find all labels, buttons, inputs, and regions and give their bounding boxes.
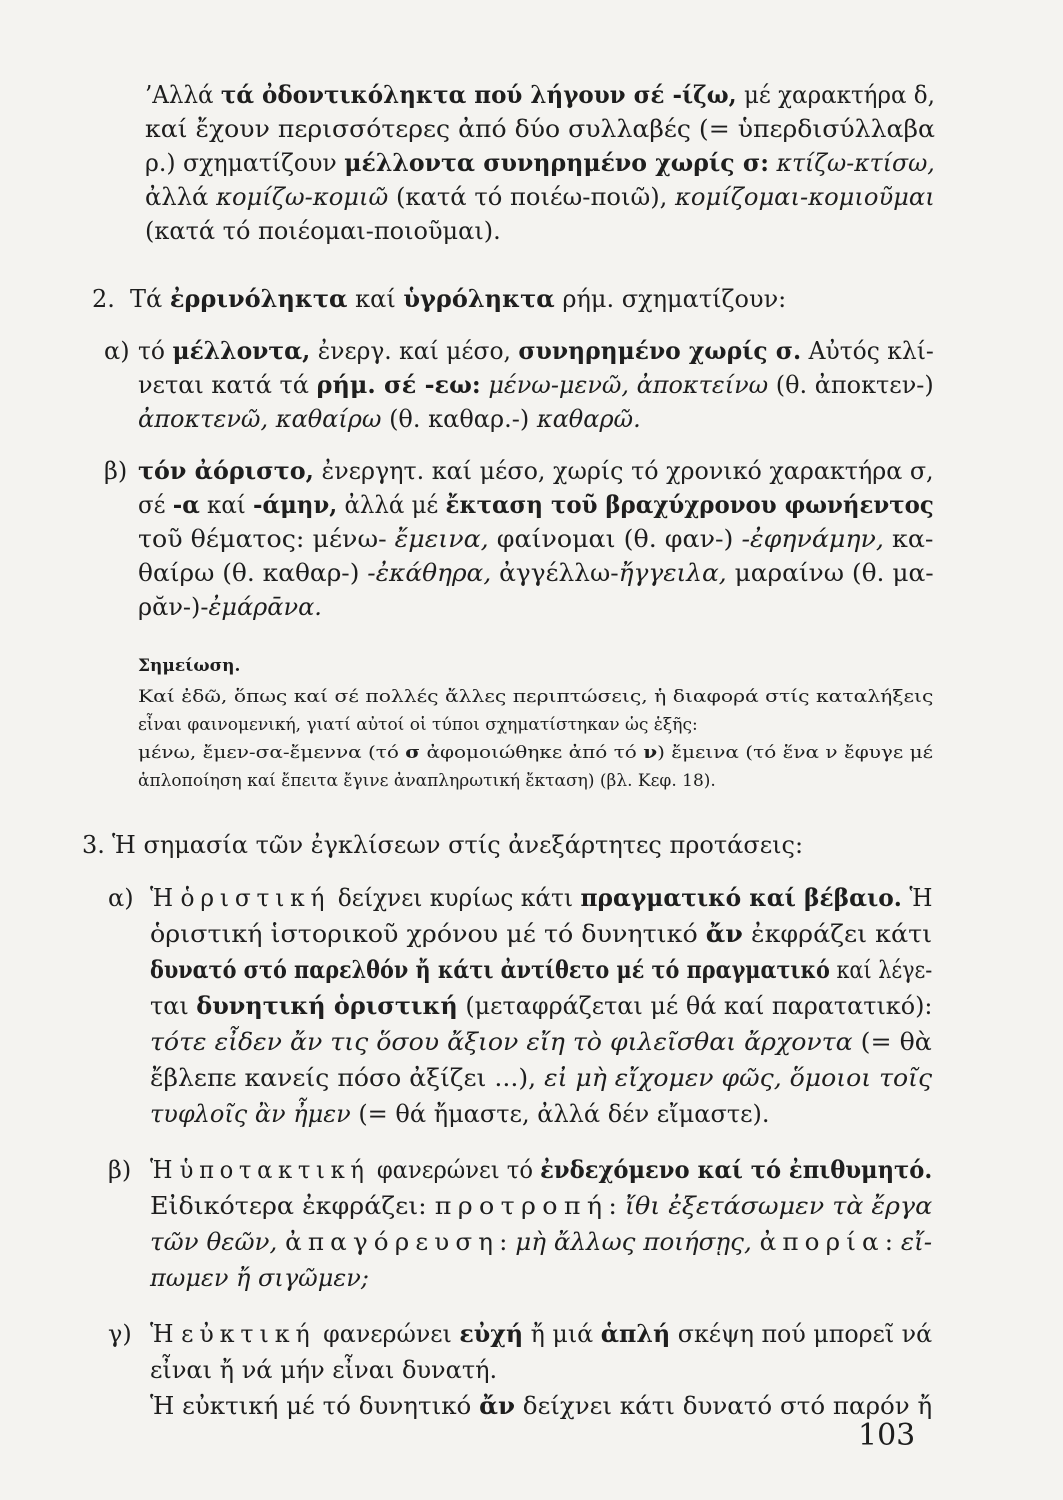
item-3b-label: β) bbox=[108, 1156, 132, 1184]
item-3a-line-2: ὁριστική ἱστορικοῦ χρόνου μέ τό δυνητικό ἄν ἐκφράζει κάτι bbox=[150, 919, 933, 948]
bold-term: δυνατό στό παρελθόν ἤ κάτι ἀντίθετο μέ τό πραγματικό bbox=[150, 955, 830, 984]
item-3a-line-5: τότε εἶδεν ἄν τις ὅσου ἄξιον εἴη τὸ φιλεῖσθαι ἄρχοντα (= θὰ bbox=[150, 1028, 932, 1056]
page-number: 103 bbox=[858, 1418, 916, 1453]
bold-term: συνηρημένο χωρίς σ. bbox=[518, 336, 802, 365]
note-line-2: εἶναι φαινομενική, γιατί αὐτοί οἱ τύποι σχηματίστηκαν ὡς ἑξῆς: bbox=[138, 715, 698, 735]
italic-example: -ἐφηνάμην, bbox=[741, 525, 884, 553]
item-3b-line-1: Ἡ ὑποτακτική φανερώνει τό ἐνδεχόμενο καί τό ἐπιθυμητό. bbox=[150, 1155, 933, 1184]
para1-line-1: ’Αλλά τά ὀδοντικόληκτα πού λήγουν σέ -ίζω, μέ χαρακτήρα δ, bbox=[145, 80, 935, 109]
bold-term: μέλλοντα, bbox=[172, 336, 311, 365]
item-3b-line-4 bbox=[150, 1263, 369, 1293]
bold-term: ἄν bbox=[705, 919, 743, 948]
spaced-term: ἀπορία bbox=[759, 1228, 885, 1256]
italic-example: πωμεν ἤ σιγῶμεν; bbox=[150, 1264, 369, 1292]
item-3c-line-1: Ἡ εὐκτική φανερώνει εὐχή ἤ μιά ἁπλή σκέψη πού μπορεῖ νά bbox=[150, 1319, 933, 1348]
bold-term: ὑγρόληκτα bbox=[403, 284, 555, 313]
italic-example: κομίζομαι-κομιοῦμαι bbox=[675, 183, 935, 211]
italic-example: εἰ μὴ εἴχομεν φῶς, ὅμοιοι τοῖς bbox=[544, 1064, 933, 1092]
item-3c-label: γ) bbox=[108, 1320, 132, 1348]
section-2-heading: Τά ἐρρινόληκτα καί ὑγρόληκτα ρήμ. σχηματίζουν: bbox=[130, 284, 787, 313]
section-3-heading: Ἡ σημασία τῶν ἐγκλίσεων στίς ἀνεξάρτητες προτάσεις: bbox=[112, 831, 804, 859]
bold-term: ἔκταση τοῦ βραχύχρονου φωνήεντος bbox=[445, 490, 934, 519]
note-line-1: Καί ἐδῶ, ὅπως καί σέ πολλές ἄλλες περιπτώσεις, ἡ διαφορά στίς καταλήξεις bbox=[138, 687, 934, 707]
bold-term: -άμην, bbox=[252, 490, 338, 519]
bold-letter: σ bbox=[405, 743, 421, 763]
note-line-4: ἁπλοποίηση καί ἔπειτα ἔγινε ἀναπληρωτική ἔκταση) (βλ. Κεφ. 18). bbox=[138, 771, 716, 791]
item-2b-line-5: ρᾰν-)-ἐμάρᾱνα. bbox=[138, 593, 322, 621]
bold-term: τόν ἀόριστο, bbox=[138, 456, 314, 485]
italic-example: κομίζω-κομιῶ bbox=[216, 183, 389, 211]
item-3c-line-2: εἶναι ἤ νά μήν εἶναι δυνατή. bbox=[150, 1356, 498, 1384]
item-3a-label: α) bbox=[108, 884, 134, 912]
italic-example: ἔμεινα, bbox=[394, 525, 489, 553]
item-3a-line-7: τυφλοῖς ἂν ἦμεν (= θά ἤμαστε, ἀλλά δέν εἴμαστε). bbox=[150, 1100, 770, 1128]
italic-example: -ἐκάθηρα, bbox=[367, 559, 492, 587]
item-2b-line-2: σέ -α καί -άμην, ἀλλά μέ ἔκταση τοῦ βραχύχρονου φωνήεντος bbox=[138, 490, 934, 519]
para1-line-5: (κατά τό ποιέομαι-ποιοῦμαι). bbox=[145, 217, 501, 245]
item-3c-line-3: Ἡ εὐκτική μέ τό δυνητικό ἄν δείχνει κάτι δυνατό στό παρόν ἤ bbox=[150, 1391, 933, 1420]
bold-term: πραγματικό καί βέβαιο. bbox=[580, 883, 902, 912]
item-3b-line-3: τῶν θεῶν, ἀπαγόρευση: μὴ ἄλλως ποιήσῃς, ἀπορία: εἴ- bbox=[150, 1228, 933, 1256]
item-2a-line-2: νεται κατά τά ρήμ. σέ -εω: μένω-μενῶ, ἀποκτείνω (θ. ἀποκτεν-) bbox=[138, 370, 934, 399]
bold-term: ἐρρινόληκτα bbox=[169, 284, 348, 313]
item-2a-label: α) bbox=[104, 337, 130, 365]
item-2b-line-1: τόν ἀόριστο, ἐνεργητ. καί μέσο, χωρίς τό χρονικό χαρακτήρα σ, bbox=[138, 456, 934, 485]
italic-example: μὴ ἄλλως ποιήσῃς, bbox=[515, 1228, 752, 1256]
item-3a-line-4: ται δυνητική ὁριστική (μεταφράζεται μέ θά καί παρατατικό): bbox=[150, 991, 933, 1020]
item-2b-label: β) bbox=[104, 457, 128, 485]
italic-example: τῶν θεῶν, bbox=[150, 1228, 278, 1256]
section-2-number: 2. bbox=[92, 285, 115, 313]
italic-example: ἀποκτενῶ, καθαίρω bbox=[138, 405, 382, 433]
bold-term: ἐνδεχόμενο καί τό ἐπιθυμητό. bbox=[540, 1155, 933, 1184]
item-2a-line-1: τό μέλλοντα, ἐνεργ. καί μέσο, συνηρημένο χωρίς σ. Αὐτός κλί- bbox=[138, 336, 934, 365]
item-2a-line-3: ἀποκτενῶ, καθαίρω (θ. καθαρ.-) καθαρῶ. bbox=[138, 405, 641, 433]
bold-term: δυνητική ὁριστική bbox=[196, 991, 458, 1020]
bold-term: ρήμ. σέ -εω: bbox=[316, 370, 481, 399]
italic-example: ἴθι ἐξετάσωμεν τὰ ἔργα bbox=[625, 1192, 933, 1220]
spaced-term: ὑποτακτική bbox=[179, 1156, 370, 1184]
note-line-3: μένω, ἔμεν-σα-ἔμεννα (τό σ ἀφομοιώθηκε ἀπό τό ν) ἔμεινα (τό ἕνα ν ἔφυγε μέ bbox=[138, 743, 933, 763]
para1-line-4: ἀλλά κομίζω-κομιῶ (κατά τό ποιέω-ποιῶ), κομίζομαι-κομιοῦμαι bbox=[145, 183, 935, 211]
bold-term: ἄν bbox=[479, 1391, 516, 1420]
italic-example: μένω-μενῶ, ἀποκτείνω bbox=[488, 371, 769, 399]
bold-term: εὐχή bbox=[459, 1319, 524, 1348]
item-2b-line-4: θαίρω (θ. καθαρ-) -ἐκάθηρα, ἀγγέλλω-ἤγγειλα, μαραίνω (θ. μα- bbox=[138, 559, 934, 587]
italic-example: καθαρῶ. bbox=[536, 405, 641, 433]
spaced-term: ὁριστική bbox=[180, 884, 331, 912]
italic-example: τότε εἶδεν ἄν τις ὅσου ἄξιον εἴη τὸ φιλεῖσθαι ἄρχοντα bbox=[150, 1028, 853, 1056]
para1-line-3: ρ.) σχηματίζουν μέλλοντα συνηρημένο χωρίς σ: κτίζω-κτίσω, bbox=[145, 148, 935, 177]
item-3a-line-6: ἔβλεπε κανείς πόσο ἀξίζει ...), εἰ μὴ εἴχομεν φῶς, ὅμοιοι τοῖς bbox=[150, 1064, 933, 1092]
item-3b-line-2: Εἰδικότερα ἐκφράζει: προτροπή: ἴθι ἐξετάσωμεν τὰ ἔργα bbox=[150, 1192, 933, 1220]
para1-line-2: καί ἔχουν περισσότερες ἀπό δύο συλλαβές (= ὑπερδισύλλαβα bbox=[145, 115, 935, 143]
italic-example: τυφλοῖς ἂν ἦμεν bbox=[150, 1100, 351, 1128]
italic-example: ἤγγειλα, bbox=[618, 559, 727, 587]
italic-example: ἐμάρᾱνα. bbox=[208, 593, 322, 621]
bold-term: ἁπλή bbox=[600, 1319, 671, 1348]
bold-term: τά ὀδοντικόληκτα πού λήγουν σέ -ίζω, bbox=[220, 80, 737, 109]
note-title: Σημείωση. bbox=[138, 656, 241, 676]
item-3a-line-3: δυνατό στό παρελθόν ἤ κάτι ἀντίθετο μέ τό πραγματικό καί λέγε- bbox=[150, 955, 933, 984]
bold-term: -α bbox=[172, 490, 200, 519]
item-2b-line-3: τοῦ θέματος: μένω- ἔμεινα, φαίνομαι (θ. φαν-) -ἐφηνάμην, κα- bbox=[138, 525, 934, 553]
section-3-number: 3. bbox=[82, 831, 105, 859]
italic-example: εἴ- bbox=[900, 1228, 933, 1256]
item-3a-line-1: Ἡ ὁριστική δείχνει κυρίως κάτι πραγματικό καί βέβαιο. Ἡ bbox=[150, 883, 933, 912]
spaced-term: εὐκτική bbox=[181, 1320, 316, 1348]
italic-example: κτίζω-κτίσω, bbox=[776, 149, 935, 177]
bold-term: μέλλοντα συνηρημένο χωρίς σ: bbox=[344, 148, 769, 177]
spaced-term: προτροπή bbox=[434, 1192, 609, 1220]
spaced-term: ἀπαγόρευση bbox=[285, 1228, 500, 1256]
bold-letter: ν bbox=[643, 743, 658, 763]
